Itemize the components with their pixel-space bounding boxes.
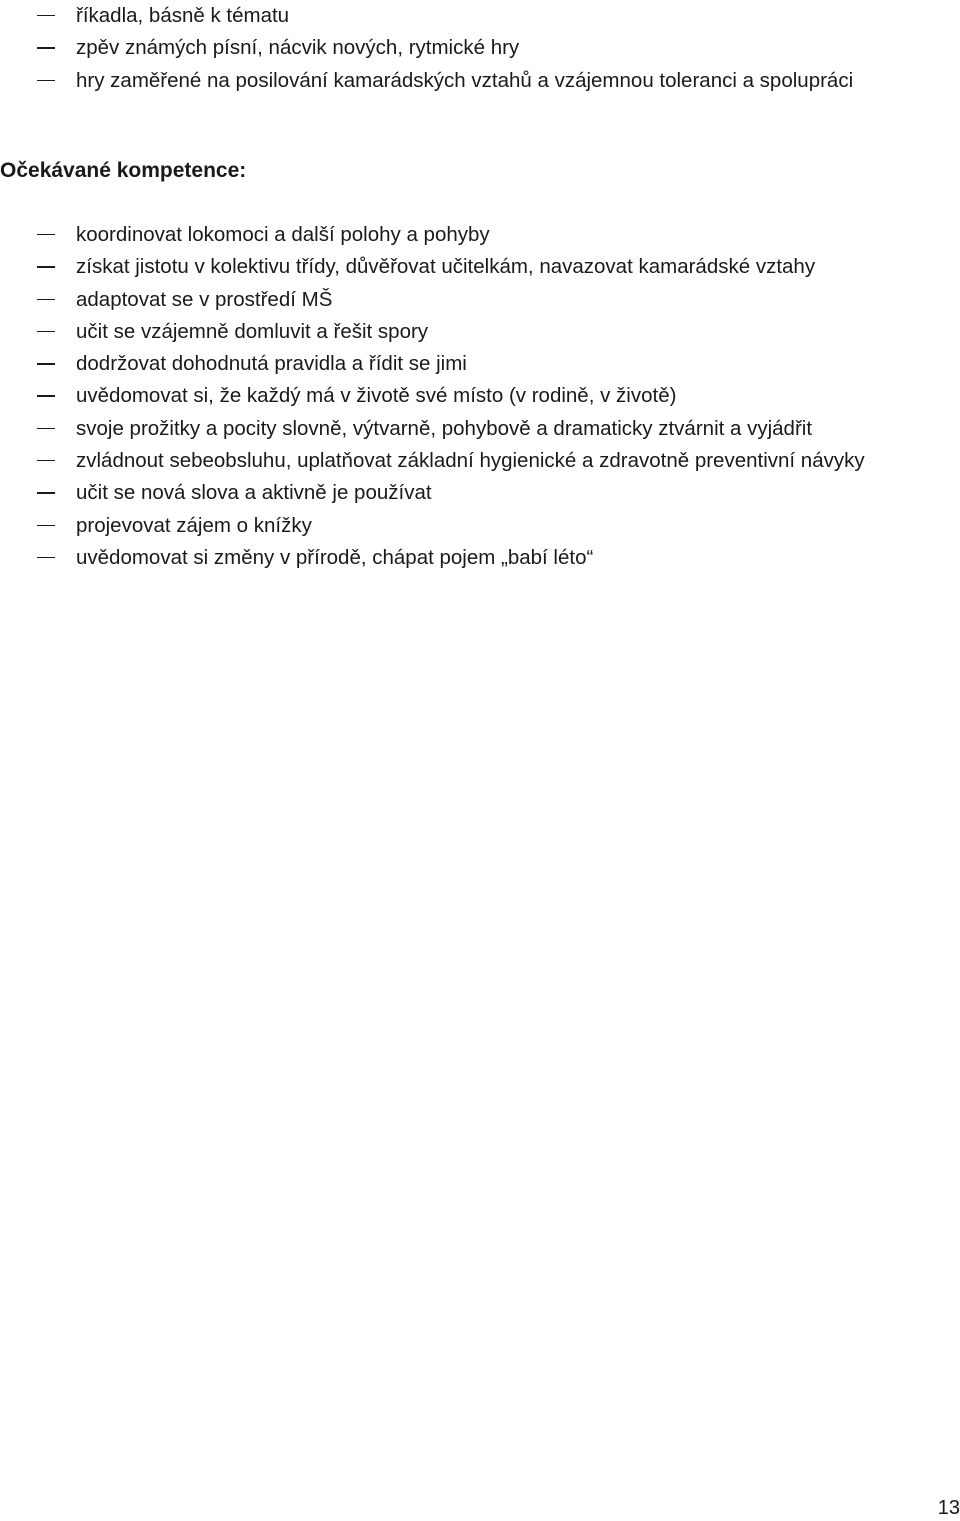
section-heading: Očekávané kompetence: (0, 159, 247, 182)
list-item-text: uvědomovat si změny v přírodě, chápat pojem „babí léto“ (76, 545, 594, 569)
activities-list (0, 0, 960, 97)
dash-bullet-icon (37, 15, 55, 16)
list-item-text: říkadla, básně k tématu (76, 4, 290, 27)
dash-bullet-icon (37, 428, 55, 429)
list-item (0, 219, 960, 251)
list-item-text: svoje prožitky a pocity slovně, výtvarně, pohybově a dramaticky ztvárnit a vyjádřit (76, 416, 813, 440)
dash-bullet-icon (37, 234, 55, 235)
list-item-text: uvědomovat si, že každý má v životě své místo (v rodině, v životě) (76, 384, 677, 408)
list-item (0, 380, 960, 412)
page-number: 13 (937, 1497, 960, 1519)
list-item-text: projevovat zájem o knížky (76, 513, 312, 537)
list-item (0, 0, 960, 32)
list-item (0, 348, 960, 380)
list-item (0, 413, 960, 445)
dash-bullet-icon (37, 525, 55, 526)
dash-bullet-icon (37, 363, 55, 364)
list-item-text: koordinovat lokomoci a další polohy a pohyby (76, 223, 490, 246)
list-item-text: hry zaměřené na posilování kamarádských vztahů a vzájemnou toleranci a spolupráci (76, 68, 854, 92)
list-item (0, 65, 960, 97)
list-item-text: dodržovat dohodnutá pravidla a řídit se jimi (76, 352, 467, 376)
dash-bullet-icon (37, 557, 55, 558)
dash-bullet-icon (37, 80, 55, 81)
dash-bullet-icon (37, 299, 55, 300)
list-item-text: zvládnout sebeobsluhu, uplatňovat základní hygienické a zdravotně preventivní návyky (76, 449, 865, 473)
list-item-text: učit se nová slova a aktivně je používat (76, 481, 432, 505)
list-item (0, 542, 960, 574)
list-item (0, 32, 960, 64)
dash-bullet-icon (37, 492, 55, 493)
competences-list (0, 219, 960, 574)
list-item-text: zpěv známých písní, nácvik nových, rytmické hry (76, 36, 520, 60)
dash-bullet-icon (37, 47, 55, 48)
dash-bullet-icon (37, 266, 55, 267)
list-item-text: adaptovat se v prostředí MŠ (76, 287, 333, 311)
dash-bullet-icon (37, 460, 55, 461)
list-item (0, 251, 960, 283)
list-item (0, 477, 960, 509)
list-item-text: učit se vzájemně domluvit a řešit spory (76, 319, 429, 343)
list-item (0, 510, 960, 542)
list-item-text: získat jistotu v kolektivu třídy, důvěřovat učitelkám, navazovat kamarádské vztahy (76, 255, 816, 279)
list-item (0, 445, 960, 477)
dash-bullet-icon (37, 395, 55, 396)
dash-bullet-icon (37, 331, 55, 332)
list-item (0, 284, 960, 316)
list-item (0, 316, 960, 348)
